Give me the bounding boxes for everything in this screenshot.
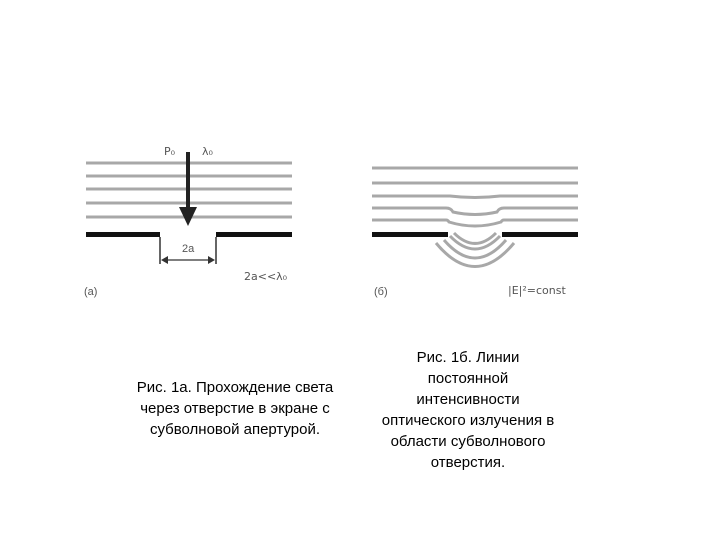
- caption-figure-1a: [110, 377, 360, 440]
- dimension-arrow-right: [208, 256, 215, 264]
- intensity-line: [372, 208, 578, 215]
- intensity-line: [454, 233, 496, 244]
- intensity-line: [372, 220, 578, 226]
- caption-line: субволновой апертурой.: [149, 421, 321, 438]
- aperture-label: 2a: [182, 243, 195, 255]
- intensity-label: |E|²=const: [508, 284, 566, 297]
- panel-a-label: (a): [84, 286, 98, 298]
- screen-left: [86, 232, 160, 237]
- screen-left-b: [372, 232, 448, 237]
- caption-line: области субволнового: [390, 433, 546, 450]
- panel-b: [372, 168, 578, 267]
- caption-line: постоянной: [427, 370, 509, 387]
- caption-line: отверстия.: [430, 454, 506, 471]
- intensity-line: [372, 196, 578, 198]
- condition-label: 2a<<λ₀: [244, 270, 288, 283]
- caption-line: через отверстие в экране с: [140, 400, 330, 417]
- dimension-arrow-left: [161, 256, 168, 264]
- screen-right-b: [502, 232, 578, 237]
- caption-line: оптического излучения в: [381, 412, 555, 429]
- intensity-line: [436, 243, 514, 267]
- caption-line: интенсивности: [416, 391, 520, 408]
- power-label: P₀: [164, 145, 176, 158]
- panel-b-label: (б): [374, 286, 388, 298]
- caption-line: Рис. 1а. Прохождение света: [136, 379, 334, 396]
- screen-right: [216, 232, 292, 237]
- caption-figure-1b: [358, 347, 578, 473]
- panel-a: [84, 145, 292, 298]
- wavelength-label: λ₀: [202, 145, 213, 158]
- caption-line: Рис. 1б. Линии: [416, 349, 520, 366]
